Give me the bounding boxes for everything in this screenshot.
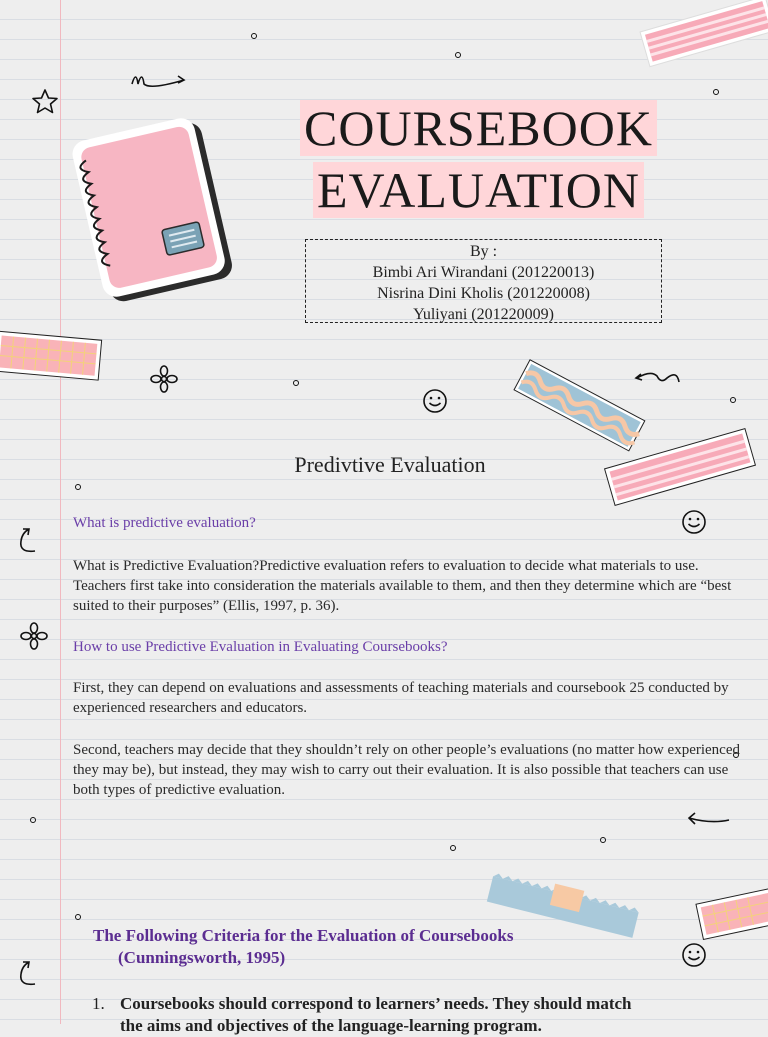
notebook-margin-line	[60, 0, 61, 1024]
dot-doodle	[293, 380, 299, 386]
loop-arrow-icon	[130, 70, 190, 90]
author-name: Yuliyani (201220009)	[413, 306, 554, 323]
paragraph: What is Predictive Evaluation?Predictive evaluation refers to evaluation to decide what materials to use. Teachers first take into consideration the materials available to them, and then they determine which are “best suited to their purposes” (Ellis, 1997, p. 36).	[73, 558, 732, 614]
paragraph: Second, teachers may decide that they shouldn’t rely on other people’s evaluations (no matter how experienced they may be), but instead, they may wish to carry out their evaluation. It is also possible that teachers can use both types of predictive evaluation.	[73, 742, 741, 798]
dot-doodle	[713, 89, 719, 95]
section-title: Predivtive Evaluation	[294, 452, 486, 477]
smiley-icon	[422, 388, 450, 416]
curved-arrow-icon	[15, 525, 41, 555]
authors-box	[305, 239, 662, 323]
list-item-line1: Coursebooks should correspond to learners’ needs. They should match	[120, 994, 632, 1013]
smiley-icon	[681, 942, 709, 970]
criteria-heading-line1: The Following Criteria for the Evaluation of Coursebooks	[93, 926, 514, 945]
criteria-heading	[93, 925, 513, 969]
authors-by: By :	[469, 243, 498, 260]
dot-doodle	[30, 817, 36, 823]
question-heading: What is predictive evaluation?	[73, 515, 256, 531]
dot-doodle	[450, 845, 456, 851]
curved-arrow-icon	[15, 958, 41, 988]
paragraph: First, they can depend on evaluations and assessments of teaching materials and coursebook 25 conducted by experienced researchers and educators.	[73, 680, 729, 716]
criteria-list-item	[92, 993, 692, 1037]
title-line-2: EVALUATION	[313, 162, 644, 218]
arrow-left-icon	[683, 810, 733, 830]
washi-tape-bottom-right	[695, 885, 768, 945]
dot-doodle	[600, 837, 606, 843]
dot-doodle	[75, 484, 81, 490]
dot-doodle	[75, 914, 81, 920]
washi-tape-top-right	[640, 0, 768, 60]
flower-icon	[20, 622, 48, 650]
dot-doodle	[730, 397, 736, 403]
author-name: Nisrina Dini Kholis (201220008)	[377, 285, 590, 302]
notebook-illustration	[75, 115, 245, 305]
washi-tape-wave	[515, 368, 645, 438]
criteria-heading-line2: (Cunningsworth, 1995)	[118, 948, 286, 967]
list-number: 1.	[92, 994, 105, 1013]
question-heading: How to use Predictive Evaluation in Evaluating Coursebooks?	[73, 639, 448, 655]
flower-icon	[150, 365, 178, 393]
star-icon	[31, 88, 61, 116]
washi-tape-left	[0, 330, 105, 385]
dot-doodle	[251, 33, 257, 39]
title-line-1: COURSEBOOK	[300, 100, 657, 156]
dot-doodle	[455, 52, 461, 58]
author-name: Bimbi Ari Wirandani (201220013)	[372, 264, 595, 281]
list-item-line2: the aims and objectives of the language-learning program.	[120, 1016, 542, 1035]
curly-arrow-icon	[633, 368, 683, 388]
smiley-icon	[681, 509, 709, 537]
